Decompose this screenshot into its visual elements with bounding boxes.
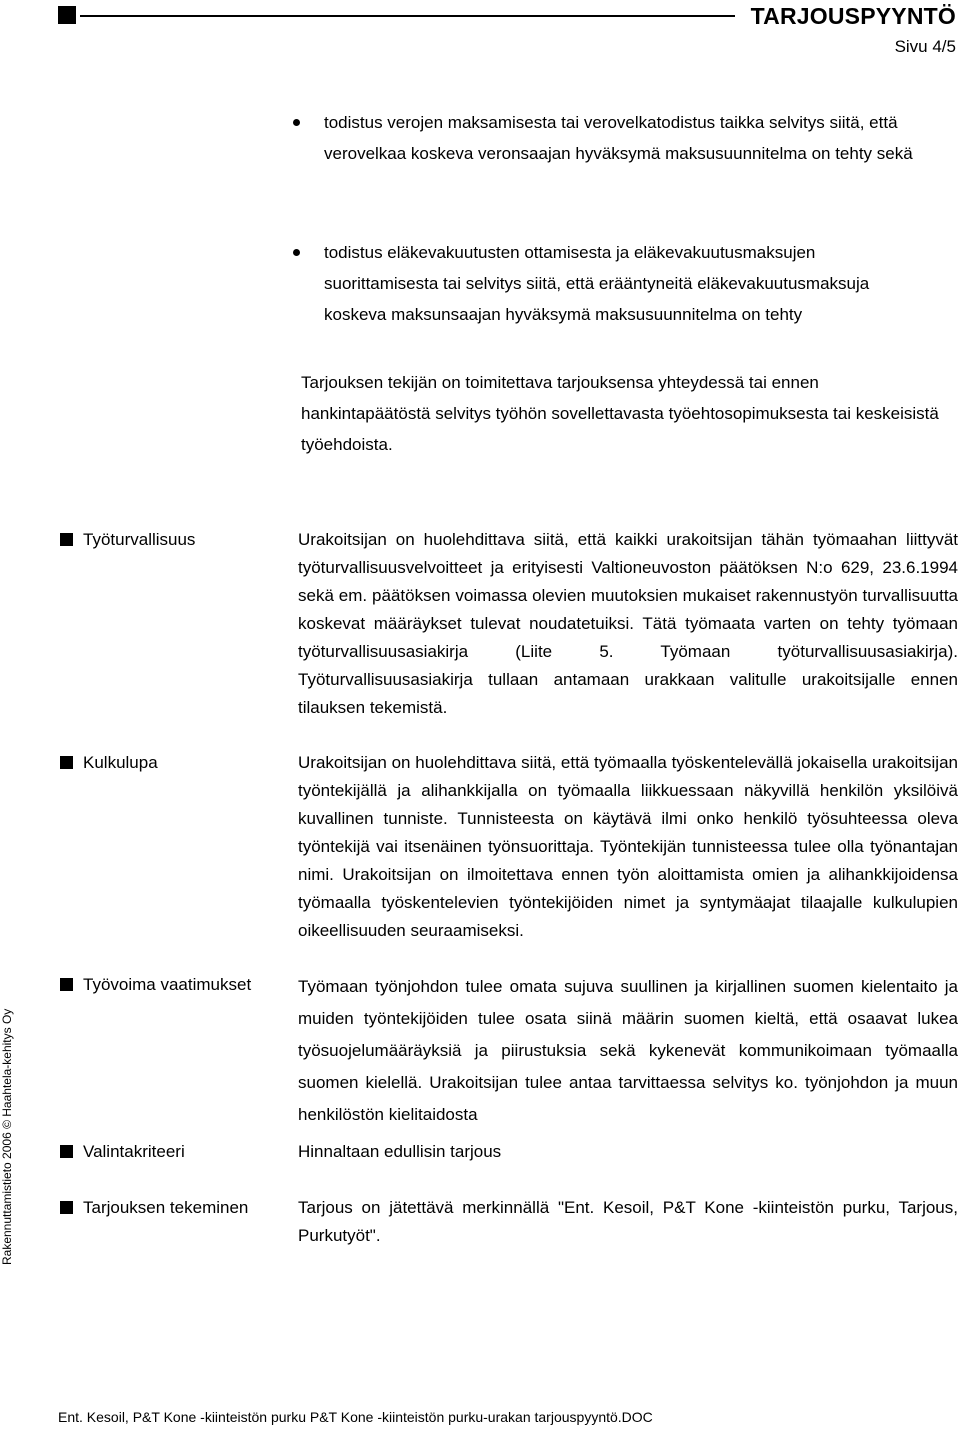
document-title: TARJOUSPYYNTÖ	[750, 3, 956, 29]
square-bullet-icon	[60, 533, 73, 546]
section-text: Urakoitsijan on huolehdittava siitä, että työmaalla työskentelevällä jokaisella urakoitsijan työntekijällä ja alihankkijalla on työmaalla liikkuessaan näkyvillä henkilön yksilöivä kuvallinen tunniste. Tunnisteesta on käytävä ilmi onko henkilö työsuhteessa oleva työntekijä vai itsenäinen työnsuorittaja. Työntekijän tunnisteessa tulee olla työnantajan nimi. Urakoitsijan on ilmoitettava ennen työn aloittamista omien ja alihankkijoidensa työmaalla työskentelevien työntekijöiden nimet ja syntymäajat tilaajalle kulkulupien oikeellisuuden seuraamiseksi.	[298, 753, 958, 940]
side-copyright: Rakennuttamistieto 2006 © Haahtela-kehitys Oy	[0, 1008, 14, 1265]
section-text: Tarjous on jätettävä merkinnällä "Ent. Kesoil, P&T Kone -kiinteistön purku, Tarjous, Purkutyöt".	[298, 1198, 958, 1245]
square-bullet-icon	[60, 978, 73, 991]
section-label: Tarjouksen tekeminen	[60, 1194, 248, 1222]
list-item-text: todistus eläkevakuutusten ottamisesta ja eläkevakuutusmaksujen suorittamisesta tai selvitys siitä, että erääntyneitä eläkevakuutusmaksuja koskeva maksunsaajan hyväksymä maksusuunnitelma on tehty	[324, 243, 870, 324]
section-text: Hinnaltaan edullisin tarjous	[298, 1142, 502, 1161]
section-text: Työmaan työnjohdon tulee omata sujuva suullinen ja kirjallinen suomen kielentaito ja muiden työntekijöiden tulee osata siinä määrin suomen kieltä, että osaavat lukea työsuojelumääräyksiä ja piirustuksia sekä kykenevät kommunikoimaan työmaalla suomen kielellä. Urakoitsijan tulee antaa tarvittaessa selvitys ko. työnjohdon ja muun henkilöstön kielitaidosta	[298, 977, 958, 1124]
section-label: Valintakriteeri	[60, 1138, 185, 1166]
section-label: Kulkulupa	[60, 749, 158, 777]
list-item	[293, 237, 933, 330]
square-bullet-icon	[60, 756, 73, 769]
page-number: Sivu 4/5	[894, 37, 956, 56]
section-text: Urakoitsijan on huolehdittava siitä, että kaikki urakoitsijan tähän työmaahan liittyvät työturvallisuusvelvoitteet ja erityisesti Valtioneuvoston päätöksen N:o 629, 23.6.1994 sekä em. päätöksen voimassa olevien muutoksien mukaiset rakennustyön turvallisuutta koskevat määräykset tulevat noudatetuiksi. Tätä työmaata varten on tehty työmaan työturvallisuusasiakirja (Liite 5. Työmaan työturvallisuusasiakirja). Työturvallisuusasiakirja tullaan antamaan urakkaan valitulle urakoitsijalle ennen tilauksen tekemistä.	[298, 530, 958, 717]
footer-filename: Ent. Kesoil, P&T Kone -kiinteistön purku P&T Kone -kiinteistön purku-urakan tarjouspyyntö.DOC	[58, 1409, 653, 1425]
header-rule	[80, 15, 735, 17]
bullet-dot-icon	[293, 249, 300, 256]
square-bullet-icon	[60, 1145, 73, 1158]
section-label: Työvoima vaatimukset	[60, 971, 251, 999]
section-label: Työturvallisuus	[60, 526, 195, 554]
bullet-dot-icon	[293, 119, 300, 126]
list-item	[293, 107, 933, 169]
intro-paragraph: Tarjouksen tekijän on toimitettava tarjouksensa yhteydessä tai ennen hankintapäätöstä selvitys työhön sovellettavasta työehtosopimuksesta tai keskeisistä työehdoista.	[301, 373, 939, 454]
square-bullet-icon	[60, 1201, 73, 1214]
list-item-text: todistus verojen maksamisesta tai verovelkatodistus taikka selvitys siitä, että verovelkaa koskeva veronsaajan hyväksymä maksusuunnitelma on tehty sekä	[324, 113, 913, 163]
header-square-mark	[58, 6, 76, 24]
